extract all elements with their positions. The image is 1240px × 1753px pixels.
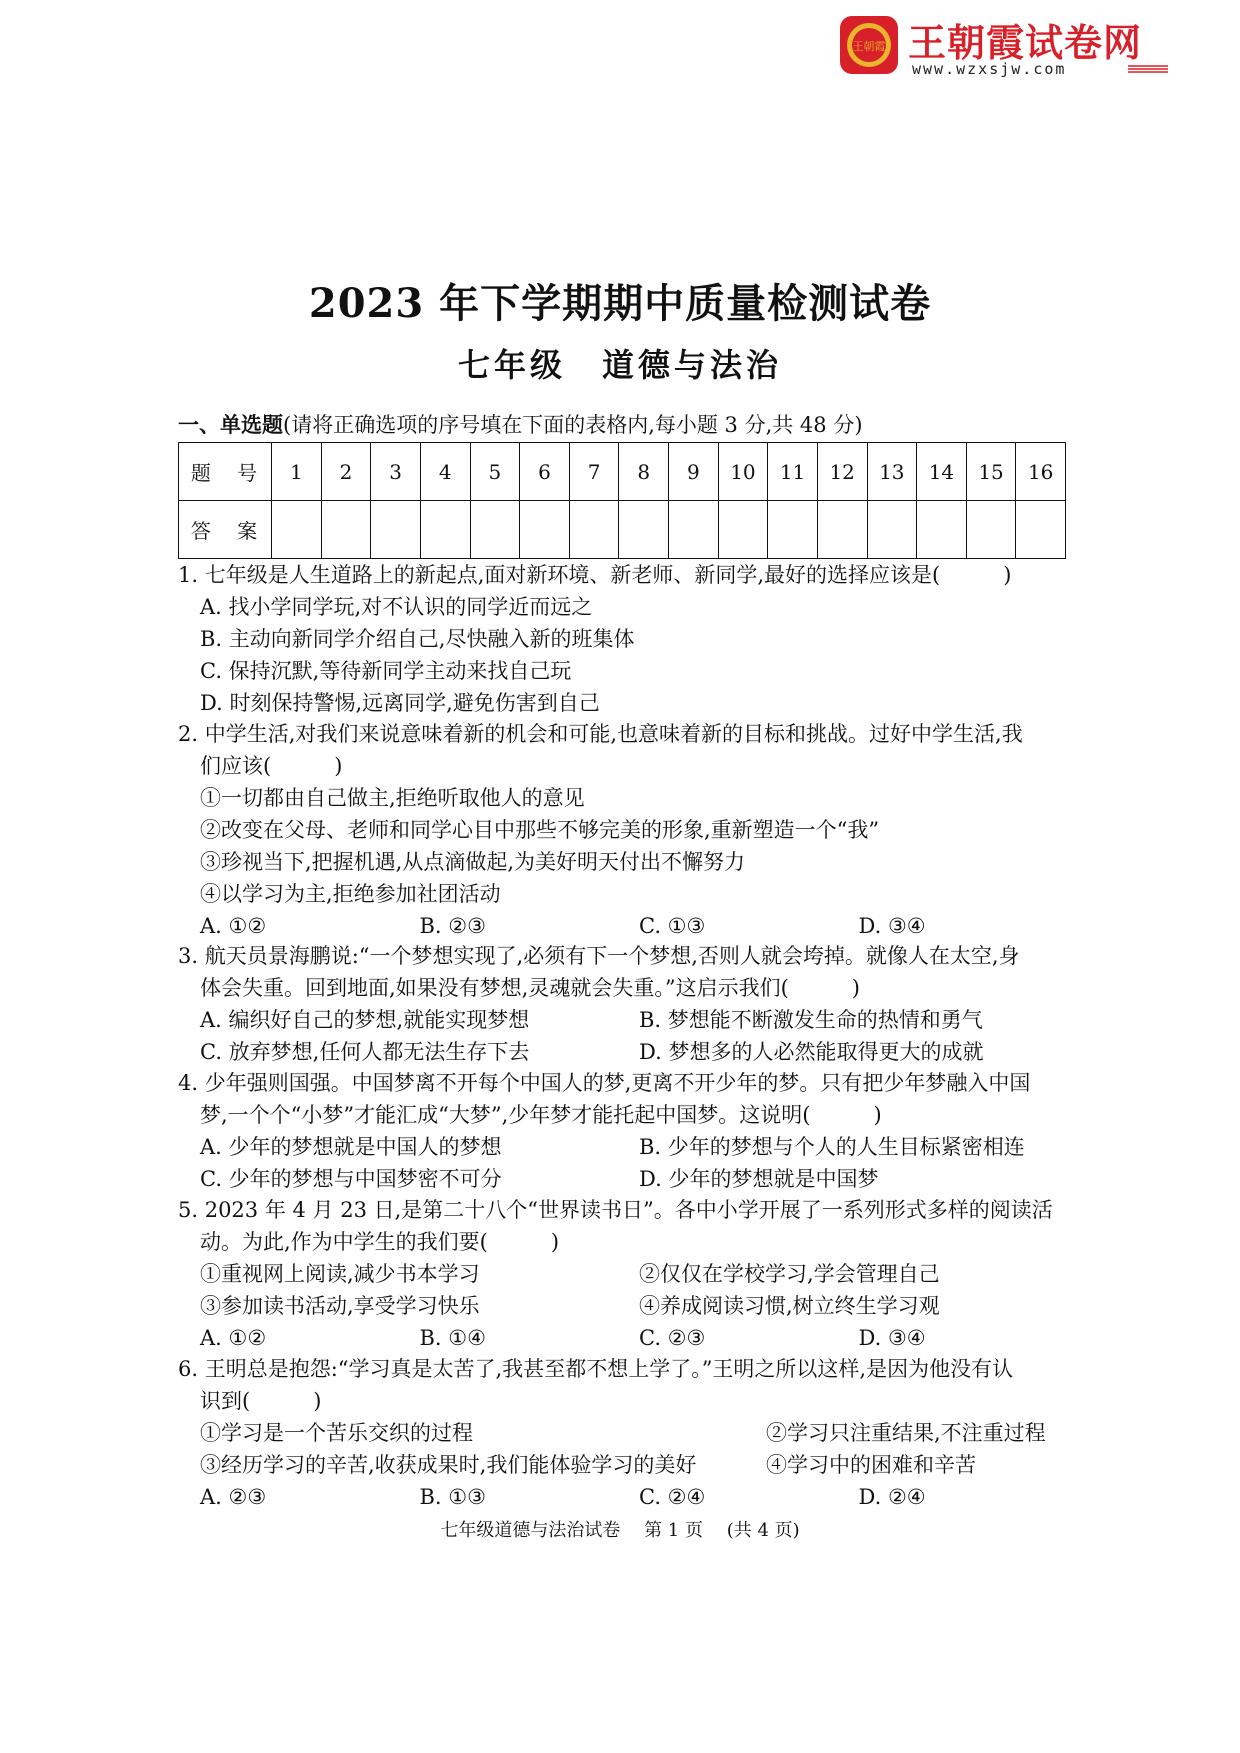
answer-cell[interactable]	[272, 501, 322, 559]
statement-item: ④学习中的困难和辛苦	[766, 1453, 976, 1477]
exam-subtitle: 七年级 道德与法治	[457, 346, 782, 384]
question-stem-cont: 梦,一个个“小梦”才能汇成“大梦”,少年梦才能托起中国梦。这说明( )	[200, 1103, 882, 1127]
number-cell: 14	[917, 443, 967, 501]
answer-cell[interactable]	[470, 501, 520, 559]
statement-item: ①重视网上阅读,减少书本学习	[200, 1262, 480, 1286]
option-a: A. 找小学同学玩,对不认识的同学近而远之	[200, 595, 593, 619]
answer-cell[interactable]	[321, 501, 371, 559]
answer-cell[interactable]	[619, 501, 669, 559]
answer-cell[interactable]	[966, 501, 1016, 559]
option-c: C. ②③	[639, 1326, 706, 1350]
question-4	[178, 1067, 1078, 1195]
answer-cell[interactable]	[917, 501, 967, 559]
answer-cell[interactable]	[371, 501, 421, 559]
number-cell: 6	[520, 443, 570, 501]
statements-row	[178, 1258, 1078, 1290]
options-row	[178, 1322, 1078, 1354]
statement-item: ②仅仅在学校学习,学会管理自己	[639, 1262, 940, 1286]
answer-cell[interactable]	[867, 501, 917, 559]
number-cell: 2	[321, 443, 371, 501]
seal-icon	[838, 14, 900, 76]
statement-item: ③珍视当下,把握机遇,从点滴做起,为美好明天付出不懈努力	[200, 850, 746, 874]
page-footer: 七年级道德与法治试卷 第 1 页 (共 4 页)	[440, 1520, 800, 1541]
section-instruction: (请将正确选项的序号填在下面的表格内,每小题 3 分,共 48 分)	[283, 413, 863, 437]
answer-cell[interactable]	[817, 501, 867, 559]
statement-item: ②改变在父母、老师和同学心目中那些不够完美的形象,重新塑造一个“我”	[200, 818, 880, 842]
row-label-number: 题 号	[179, 443, 272, 501]
number-cell: 12	[817, 443, 867, 501]
question-stem: 1. 七年级是人生道路上的新起点,面对新环境、新老师、新同学,最好的选择应该是( )	[178, 563, 1012, 587]
option-d: D. ③④	[858, 1326, 926, 1350]
number-cell: 1	[272, 443, 322, 501]
decor-lines-icon	[1128, 64, 1168, 74]
number-cell: 4	[420, 443, 470, 501]
options-row	[178, 1131, 1078, 1163]
row-label-answer: 答 案	[179, 501, 272, 559]
brand-name: 王朝霞试卷网	[908, 21, 1143, 65]
option-b: B. 少年的梦想与个人的人生目标紧密相连	[639, 1135, 1025, 1159]
statement-item: ③参加读书活动,享受学习快乐	[200, 1294, 480, 1318]
number-cell: 8	[619, 443, 669, 501]
question-stem-cont: 识到( )	[200, 1389, 322, 1413]
number-cell: 13	[867, 443, 917, 501]
number-cell: 5	[470, 443, 520, 501]
answer-cell[interactable]	[669, 501, 719, 559]
number-cell: 16	[1016, 443, 1066, 501]
statement-item: ②学习只注重结果,不注重过程	[766, 1421, 1046, 1445]
option-c: C. 保持沉默,等待新同学主动来找自己玩	[200, 659, 572, 683]
options-row	[178, 1163, 1078, 1195]
options-row	[178, 1004, 1078, 1036]
option-d: D. ②④	[858, 1485, 926, 1509]
question-5	[178, 1194, 1078, 1354]
answer-cell[interactable]	[1016, 501, 1066, 559]
option-a: A. ①②	[200, 1326, 267, 1350]
question-1	[178, 559, 1078, 719]
question-stem: 5. 2023 年 4 月 23 日,是第二十八个“世界读书日”。各中小学开展了一系列形式多样的阅读活	[178, 1198, 1053, 1222]
option-d: D. ③④	[858, 914, 926, 938]
options-row	[178, 910, 1078, 942]
number-cell: 15	[966, 443, 1016, 501]
option-d: D. 少年的梦想就是中国梦	[639, 1167, 879, 1191]
number-cell: 11	[768, 443, 818, 501]
brand-logo	[838, 10, 1168, 76]
statement-item: ④以学习为主,拒绝参加社团活动	[200, 882, 501, 906]
question-stem: 3. 航天员景海鹏说:“一个梦想实现了,必须有下一个梦想,否则人就会垮掉。就像人在太空,身	[178, 944, 1020, 968]
statements-row	[178, 1449, 1078, 1481]
option-c: C. ①③	[639, 914, 706, 938]
option-b: B. ①④	[419, 1326, 486, 1350]
answer-table-number-row	[179, 443, 1066, 501]
statement-item: ①学习是一个苦乐交织的过程	[200, 1421, 473, 1445]
question-stem: 4. 少年强则国强。中国梦离不开每个中国人的梦,更离不开少年的梦。只有把少年梦融入中国	[178, 1071, 1031, 1095]
section-header	[178, 409, 863, 439]
question-2	[178, 718, 1078, 942]
question-stem: 2. 中学生活,对我们来说意味着新的机会和可能,也意味着新的目标和挑战。过好中学生活,我	[178, 722, 1023, 746]
option-d: D. 梦想多的人必然能取得更大的成就	[639, 1040, 984, 1064]
question-stem: 6. 王明总是抱怨:“学习真是太苦了,我甚至都不想上学了。”王明之所以这样,是因为他没有认	[178, 1357, 1014, 1381]
question-6	[178, 1353, 1078, 1513]
answer-cell[interactable]	[420, 501, 470, 559]
options-row	[178, 1481, 1078, 1513]
option-a: A. ②③	[200, 1485, 267, 1509]
question-stem-cont: 们应该( )	[200, 754, 343, 778]
option-b: B. ①③	[419, 1485, 486, 1509]
option-a: A. 少年的梦想就是中国人的梦想	[200, 1135, 502, 1159]
option-a: A. 编织好自己的梦想,就能实现梦想	[200, 1008, 530, 1032]
answer-cell[interactable]	[718, 501, 768, 559]
question-stem-cont: 动。为此,作为中学生的我们要( )	[200, 1230, 560, 1254]
section-label: 一、单选题	[178, 412, 283, 437]
seal-text: 王朝霞	[852, 40, 886, 53]
answer-cell[interactable]	[569, 501, 619, 559]
option-b: B. 主动向新同学介绍自己,尽快融入新的班集体	[200, 627, 635, 651]
statement-item: ①一切都由自己做主,拒绝听取他人的意见	[200, 786, 585, 810]
option-a: A. ①②	[200, 914, 267, 938]
option-b: B. ②③	[419, 914, 486, 938]
options-row	[178, 1036, 1078, 1068]
brand-url[interactable]: www.wzxsjw.com	[912, 60, 1067, 78]
answer-cell[interactable]	[768, 501, 818, 559]
question-stem-cont: 体会失重。回到地面,如果没有梦想,灵魂就会失重。”这启示我们( )	[200, 976, 860, 1000]
option-b: B. 梦想能不断激发生命的热情和勇气	[639, 1008, 983, 1032]
number-cell: 7	[569, 443, 619, 501]
statement-item: ④养成阅读习惯,树立终生学习观	[639, 1294, 940, 1318]
statements-row	[178, 1290, 1078, 1322]
question-3	[178, 940, 1078, 1068]
statement-item: ③经历学习的辛苦,收获成果时,我们能体验学习的美好	[200, 1453, 697, 1477]
option-d: D. 时刻保持警惕,远离同学,避免伤害到自己	[200, 691, 600, 715]
answer-table	[178, 442, 1066, 559]
statements-row	[178, 1417, 1078, 1449]
number-cell: 3	[371, 443, 421, 501]
option-c: C. 少年的梦想与中国梦密不可分	[200, 1167, 502, 1191]
option-c: C. ②④	[639, 1485, 706, 1509]
answer-cell[interactable]	[520, 501, 570, 559]
number-cell: 9	[669, 443, 719, 501]
option-c: C. 放弃梦想,任何人都无法生存下去	[200, 1040, 530, 1064]
number-cell: 10	[718, 443, 768, 501]
exam-title: 2023 年下学期期中质量检测试卷	[308, 280, 932, 327]
answer-table-answer-row	[179, 501, 1066, 559]
